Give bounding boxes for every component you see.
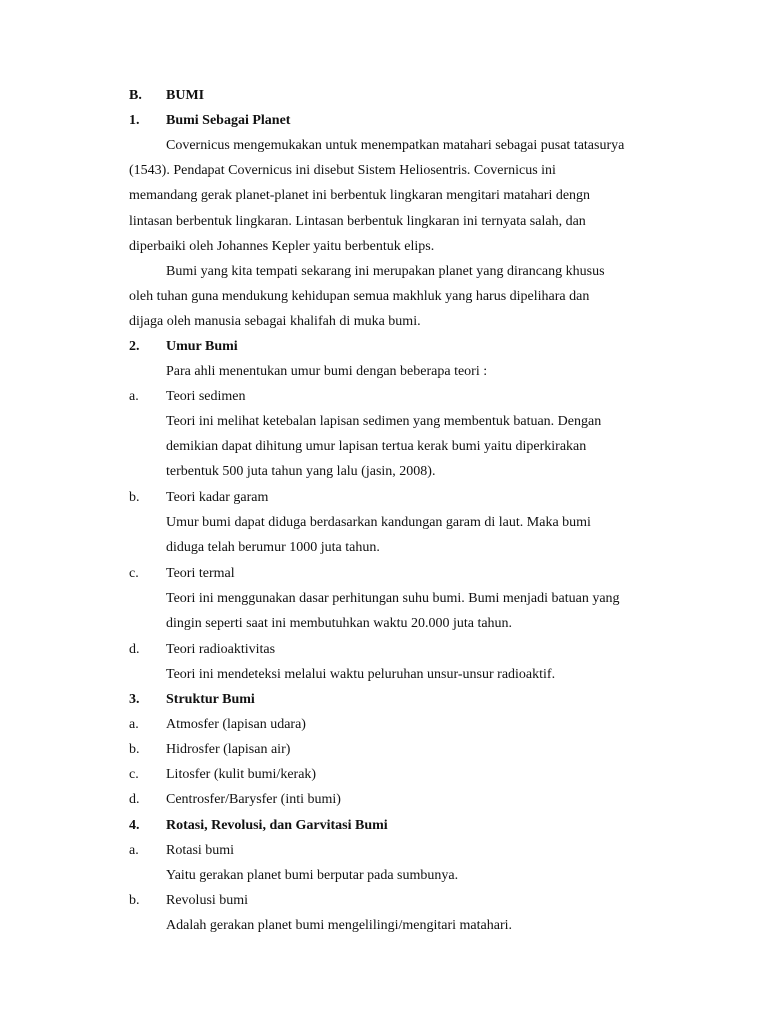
heading-title: Umur Bumi bbox=[166, 339, 238, 354]
list-title: Teori radioaktivitas bbox=[166, 642, 276, 657]
list-text: Litosfer (kulit bumi/kerak) bbox=[166, 767, 317, 782]
list-marker: b. bbox=[129, 893, 140, 908]
paragraph-bumi bbox=[129, 262, 689, 338]
list-body bbox=[166, 589, 686, 639]
list-title: Teori termal bbox=[166, 566, 235, 581]
list-body bbox=[166, 866, 686, 891]
heading-number: 1. bbox=[129, 113, 140, 128]
heading-2 bbox=[129, 337, 689, 357]
body-line: dingin seperti saat ini membutuhkan waktu 20.000 juta tahun. bbox=[166, 616, 513, 632]
section-heading-b bbox=[129, 86, 689, 106]
paragraph-line: lintasan berbentuk lingkaran. Lintasan berbentuk lingkaran ini ternyata salah, dan bbox=[129, 213, 586, 229]
heading-3 bbox=[129, 690, 689, 710]
list-item-b bbox=[129, 488, 689, 508]
heading-number: 3. bbox=[129, 692, 140, 707]
section-number: B. bbox=[129, 88, 142, 103]
umur-intro: Para ahli menentukan umur bumi dengan beberapa teori : bbox=[166, 364, 488, 379]
body-line: Teori ini mendeteksi melalui waktu peluruhan unsur-unsur radioaktif. bbox=[166, 667, 556, 682]
list-body bbox=[166, 513, 686, 563]
body-line: Adalah gerakan planet bumi mengelilingi/mengitari matahari. bbox=[166, 918, 512, 933]
paragraph-line: Covernicus mengemukakan untuk menempatkan matahari sebagai pusat tatasurya bbox=[166, 138, 625, 153]
list-item-d bbox=[129, 640, 689, 660]
list-marker: b. bbox=[129, 742, 140, 757]
list-marker: d. bbox=[129, 642, 140, 657]
list-title: Revolusi bumi bbox=[166, 893, 249, 908]
structure-item bbox=[129, 765, 689, 785]
list-body bbox=[166, 916, 686, 941]
list-title: Teori kadar garam bbox=[166, 490, 269, 505]
body-line: terbentuk 500 juta tahun yang lalu (jasin, 2008). bbox=[166, 464, 436, 480]
body-line: diduga telah berumur 1000 juta tahun. bbox=[166, 540, 380, 556]
heading-title: Bumi Sebagai Planet bbox=[166, 113, 291, 128]
list-item-a bbox=[129, 387, 689, 407]
body-line: demikian dapat dihitung umur lapisan tertua kerak bumi yaitu diperkirakan bbox=[166, 439, 587, 455]
list-marker: c. bbox=[129, 767, 139, 782]
heading-title: Struktur Bumi bbox=[166, 692, 255, 707]
heading-4 bbox=[129, 816, 689, 836]
body-line: Yaitu gerakan planet bumi berputar pada sumbunya. bbox=[166, 868, 459, 883]
structure-item bbox=[129, 715, 689, 735]
structure-item bbox=[129, 790, 689, 810]
list-marker: d. bbox=[129, 792, 140, 807]
body-line: Teori ini melihat ketebalan lapisan sedimen yang membentuk batuan. Dengan bbox=[166, 414, 602, 429]
paragraph-line: (1543). Pendapat Covernicus ini disebut Sistem Heliosentris. Covernicus ini bbox=[129, 163, 556, 179]
list-title: Teori sedimen bbox=[166, 389, 246, 404]
list-text: Centrosfer/Barysfer (inti bumi) bbox=[166, 792, 341, 807]
paragraph-line: Bumi yang kita tempati sekarang ini merupakan planet yang dirancang khusus bbox=[166, 264, 605, 279]
list-marker: a. bbox=[129, 717, 139, 732]
paragraph-line: oleh tuhan guna mendukung kehidupan semua makhluk yang harus dipelihara dan bbox=[129, 289, 590, 305]
body-line: Teori ini menggunakan dasar perhitungan suhu bumi. Bumi menjadi batuan yang bbox=[166, 591, 620, 606]
list-marker: a. bbox=[129, 843, 139, 858]
heading-title: Rotasi, Revolusi, dan Garvitasi Bumi bbox=[166, 818, 388, 833]
paragraph-line: diperbaiki oleh Johannes Kepler yaitu berbentuk elips. bbox=[129, 238, 435, 254]
list-body bbox=[166, 412, 686, 488]
heading-1 bbox=[129, 111, 689, 131]
section-title: BUMI bbox=[166, 88, 205, 103]
paragraph-line: dijaga oleh manusia sebagai khalifah di muka bumi. bbox=[129, 314, 421, 330]
list-text: Atmosfer (lapisan udara) bbox=[166, 717, 306, 732]
paragraph-covernicus bbox=[129, 136, 689, 262]
list-text: Hidrosfer (lapisan air) bbox=[166, 742, 291, 757]
list-item-rotasi bbox=[129, 841, 689, 861]
structure-item bbox=[129, 740, 689, 760]
list-item-c bbox=[129, 564, 689, 584]
list-item-revolusi bbox=[129, 891, 689, 911]
list-marker: c. bbox=[129, 566, 139, 581]
list-body bbox=[166, 665, 686, 690]
paragraph-line: memandang gerak planet-planet ini berbentuk lingkaran mengitari matahari dengn bbox=[129, 188, 591, 204]
list-marker: b. bbox=[129, 490, 140, 505]
body-line: Umur bumi dapat diduga berdasarkan kandungan garam di laut. Maka bumi bbox=[166, 515, 591, 530]
heading-number: 4. bbox=[129, 818, 140, 833]
heading-number: 2. bbox=[129, 339, 140, 354]
list-title: Rotasi bumi bbox=[166, 843, 235, 858]
list-marker: a. bbox=[129, 389, 139, 404]
